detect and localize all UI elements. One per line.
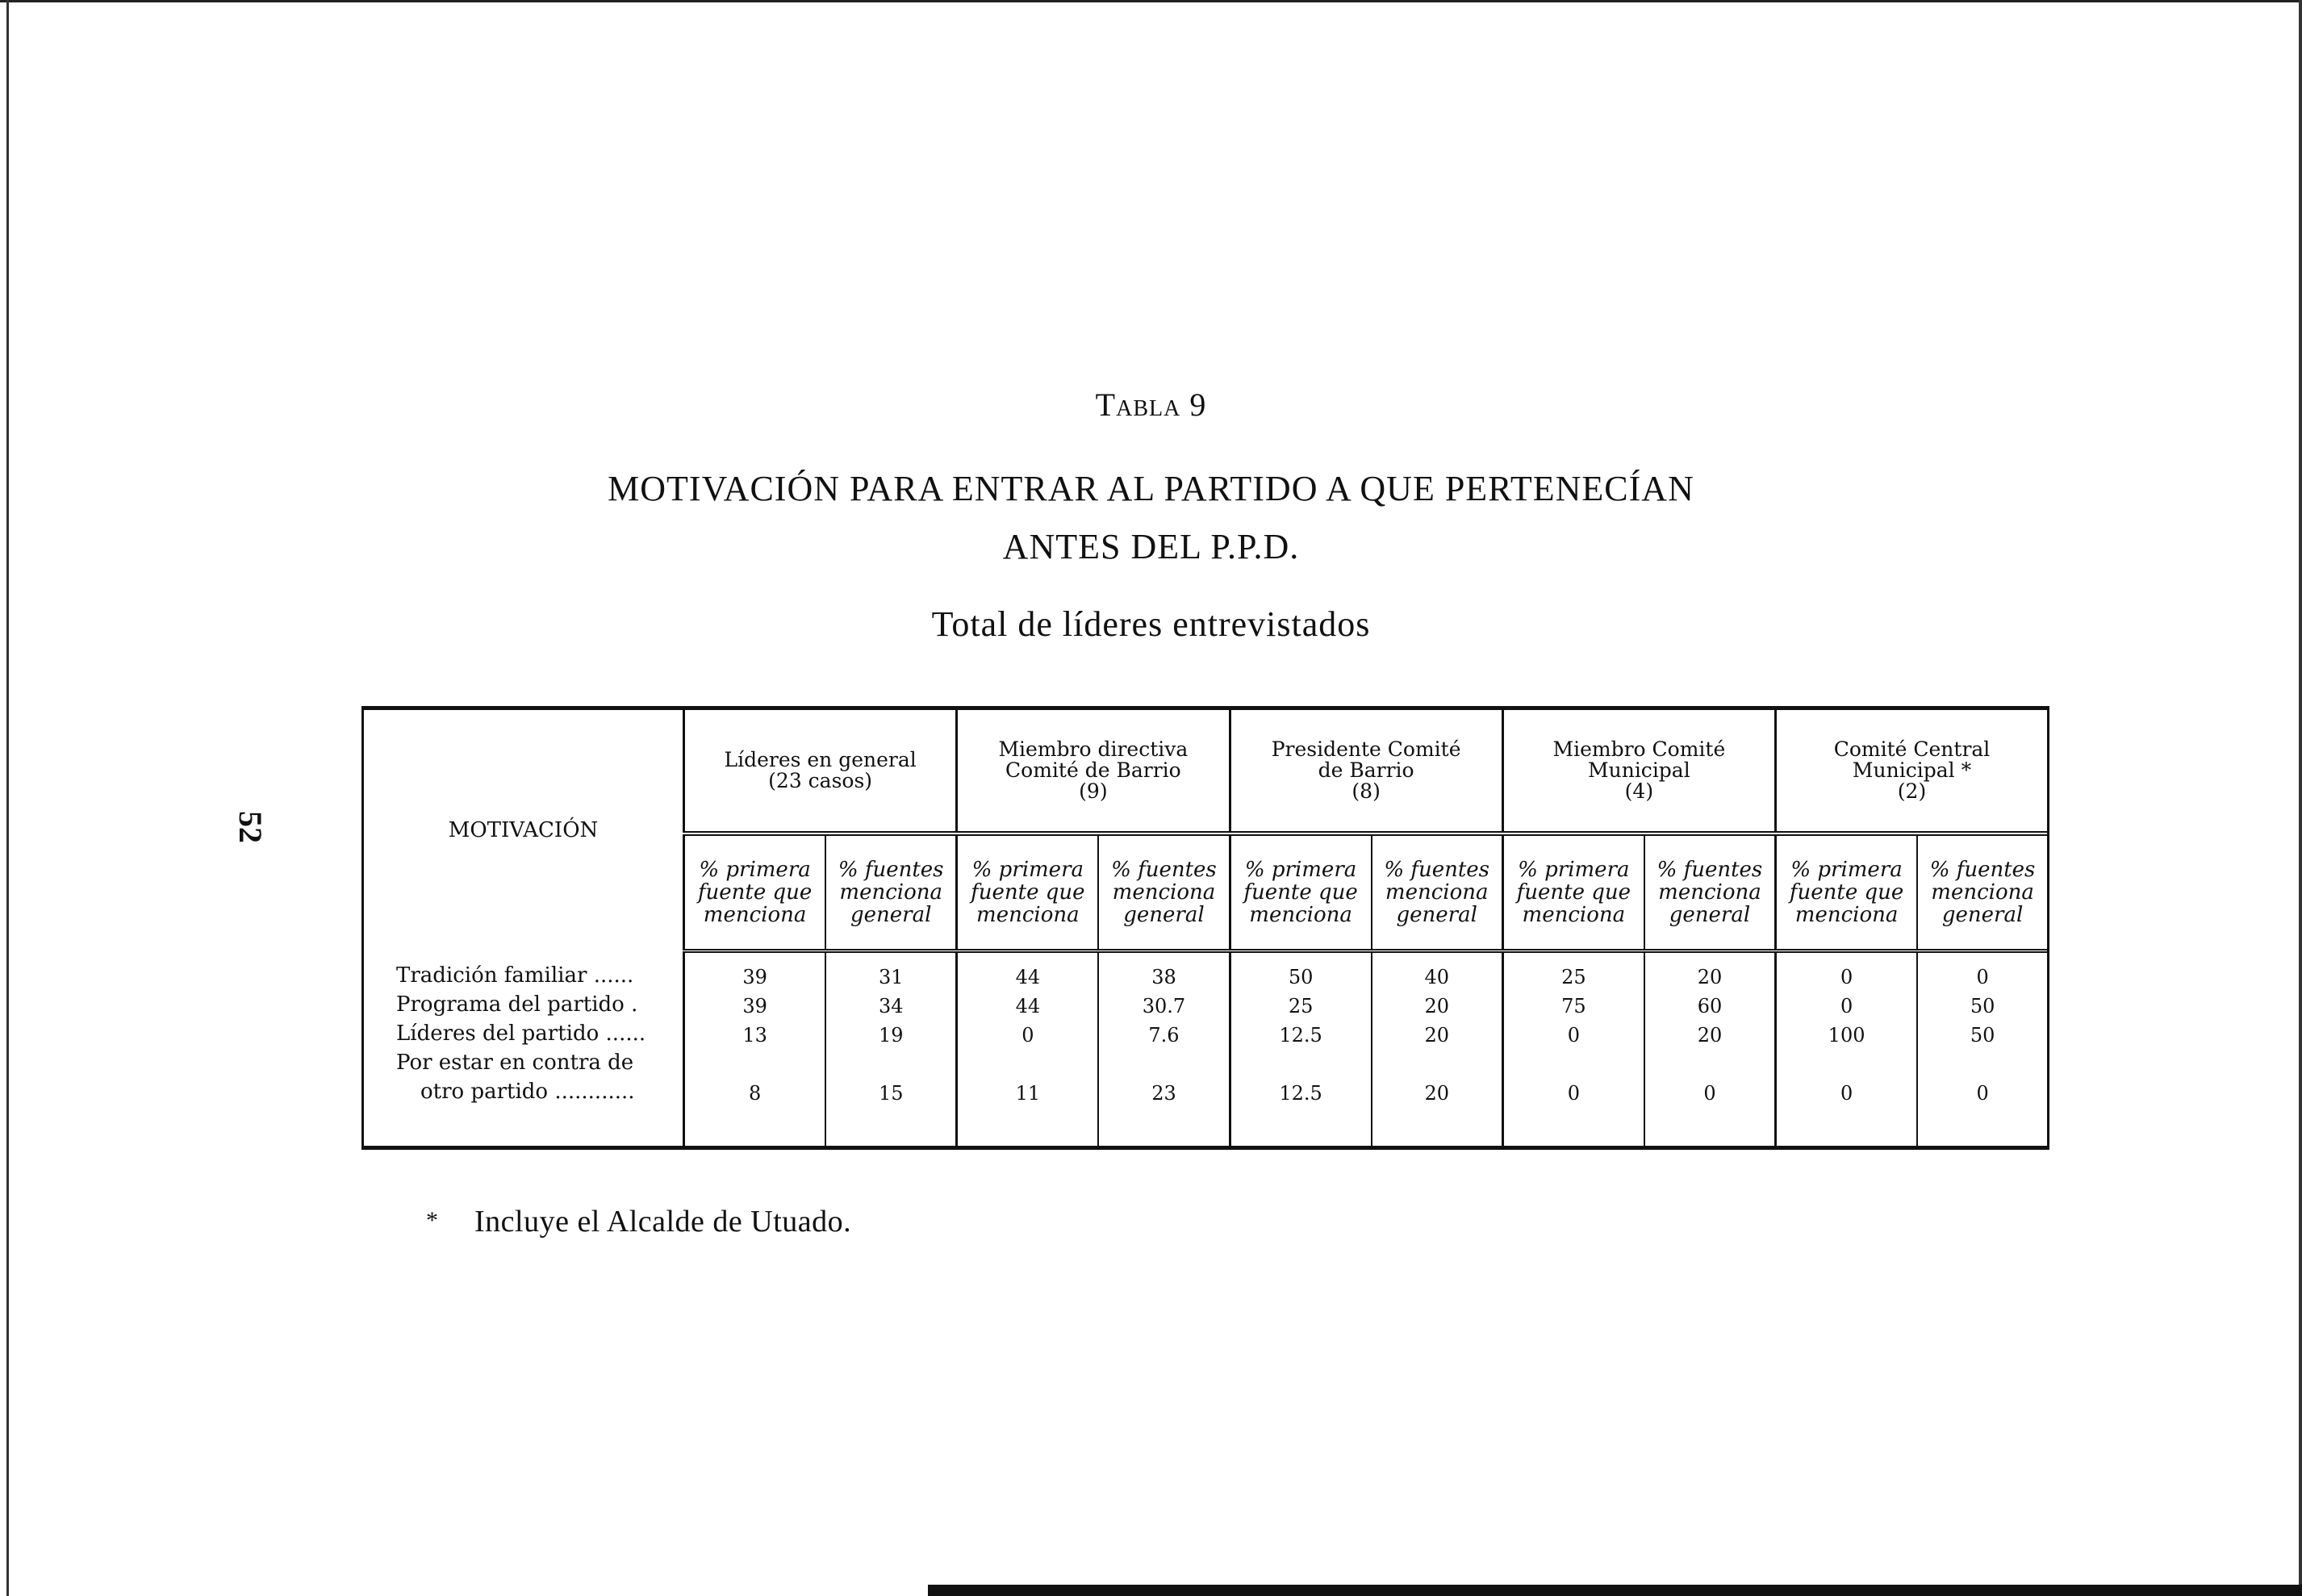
row-label: Líderes del partido ...... [396, 1021, 646, 1046]
page-number: 52 [232, 811, 269, 843]
table-cell: 11 [1015, 1082, 1041, 1105]
footnote [426, 1204, 851, 1239]
table-cell: 23 [1151, 1082, 1176, 1105]
table-cell: 8 [748, 1082, 762, 1105]
title-line-1: MOTIVACIÓN PARA ENTRAR AL PARTIDO A QUE PERTENECÍAN [608, 469, 1694, 508]
row-label: Programa del partido . [396, 992, 638, 1017]
table-cell: 13 [742, 1024, 767, 1047]
table-cell: 12.5 [1279, 1024, 1322, 1047]
sub-header-primera: % primera fuente que menciona [1776, 834, 1918, 951]
table-cell: 20 [1424, 1082, 1449, 1105]
table-cell: 0 [1840, 1082, 1853, 1105]
row-header-motivacion: MOTIVACIÓN [364, 710, 684, 951]
group-header-presidente-comite: Presidente Comité de Barrio (8) [1230, 710, 1502, 834]
sub-header-general: % fuentes menciona general [1372, 834, 1503, 951]
data-table-frame [361, 706, 2049, 1150]
table-cell: 0 [1567, 1082, 1580, 1105]
sub-header-primera: % primera fuente que menciona [957, 834, 1099, 951]
table-cell: 0 [1976, 1082, 1989, 1105]
table-cell: 20 [1697, 1024, 1723, 1047]
sub-header-primera: % primera fuente que menciona [1502, 834, 1644, 951]
column-municipal-primera [1502, 951, 1644, 1147]
row-label-continuation: otro partido ............ [420, 1079, 635, 1104]
table-cell: 25 [1561, 966, 1586, 988]
page-edge-left [6, 0, 9, 1596]
table-cell: 39 [742, 966, 767, 988]
table-cell: 44 [1015, 966, 1041, 988]
table-cell: 50 [1970, 995, 1995, 1017]
table-title [0, 460, 2302, 576]
table-cell: 20 [1424, 1024, 1449, 1047]
column-presidente-general [1372, 951, 1503, 1147]
column-presidente-primera [1230, 951, 1372, 1147]
sub-header-general: % fuentes menciona general [825, 834, 957, 951]
footnote-text: Incluye el Alcalde de Utuado. [474, 1205, 852, 1239]
table-cell: 60 [1697, 995, 1723, 1017]
column-directiva-general [1098, 951, 1230, 1147]
group-header-lideres-general: Líderes en general (23 casos) [684, 710, 957, 834]
table-cell: 7.6 [1148, 1024, 1180, 1047]
table-cell: 0 [1840, 995, 1853, 1017]
table-cell: 75 [1561, 995, 1586, 1017]
table-cell: 50 [1288, 966, 1314, 988]
table-body-row [364, 951, 2047, 1147]
column-lideres-primera [684, 951, 826, 1147]
table-cell: 25 [1288, 995, 1314, 1017]
page-edge-top [0, 0, 2302, 2]
table-cell: 38 [1151, 966, 1176, 988]
column-directiva-primera [957, 951, 1099, 1147]
group-header-comite-central: Comité Central Municipal * (2) [1776, 710, 2048, 834]
table-cell: 0 [1567, 1024, 1580, 1047]
table-cell: 40 [1424, 966, 1449, 988]
table-cell: 20 [1697, 966, 1723, 988]
table-cell: 44 [1015, 995, 1041, 1017]
sub-header-general: % fuentes menciona general [1098, 834, 1230, 951]
sub-header-primera: % primera fuente que menciona [1230, 834, 1372, 951]
table-cell: 0 [1976, 966, 1989, 988]
group-header-miembro-directiva: Miembro directiva Comité de Barrio (9) [957, 710, 1230, 834]
table-cell: 12.5 [1279, 1082, 1322, 1105]
table-cell: 31 [878, 966, 904, 988]
table-cell: 19 [878, 1024, 904, 1047]
sub-header-general: % fuentes menciona general [1644, 834, 1776, 951]
table-cell: 20 [1424, 995, 1449, 1017]
data-table [364, 710, 2047, 1146]
row-labels [364, 951, 684, 1147]
column-lideres-general [825, 951, 957, 1147]
title-line-2: ANTES DEL P.P.D. [1002, 527, 1300, 566]
footnote-marker: * [426, 1207, 439, 1234]
row-label: Tradición familiar ...... [396, 963, 634, 988]
group-header-miembro-comite-municipal: Miembro Comité Municipal (4) [1502, 710, 1775, 834]
table-cell: 50 [1970, 1024, 1995, 1047]
page-edge-bottom [928, 1585, 2302, 1596]
table-cell: 0 [1021, 1024, 1034, 1047]
table-cell: 0 [1703, 1082, 1716, 1105]
sub-header-primera: % primera fuente que menciona [684, 834, 826, 951]
table-cell: 30.7 [1142, 995, 1186, 1017]
sub-header-general: % fuentes menciona general [1917, 834, 2047, 951]
table-subtitle: Total de líderes entrevistados [931, 604, 1371, 644]
table-cell: 34 [878, 995, 904, 1017]
table-cell: 15 [878, 1082, 904, 1105]
column-central-primera [1776, 951, 1918, 1147]
table-cell: 100 [1828, 1024, 1865, 1047]
table-cell: 0 [1840, 966, 1853, 988]
row-label: Por estar en contra de [396, 1050, 634, 1075]
column-municipal-general [1644, 951, 1776, 1147]
table-cell: 39 [742, 995, 767, 1017]
column-central-general [1917, 951, 2047, 1147]
group-header-row [364, 710, 2047, 834]
table-label: Tabla 9 [1095, 386, 1207, 423]
page-edge-right [2299, 0, 2302, 1596]
